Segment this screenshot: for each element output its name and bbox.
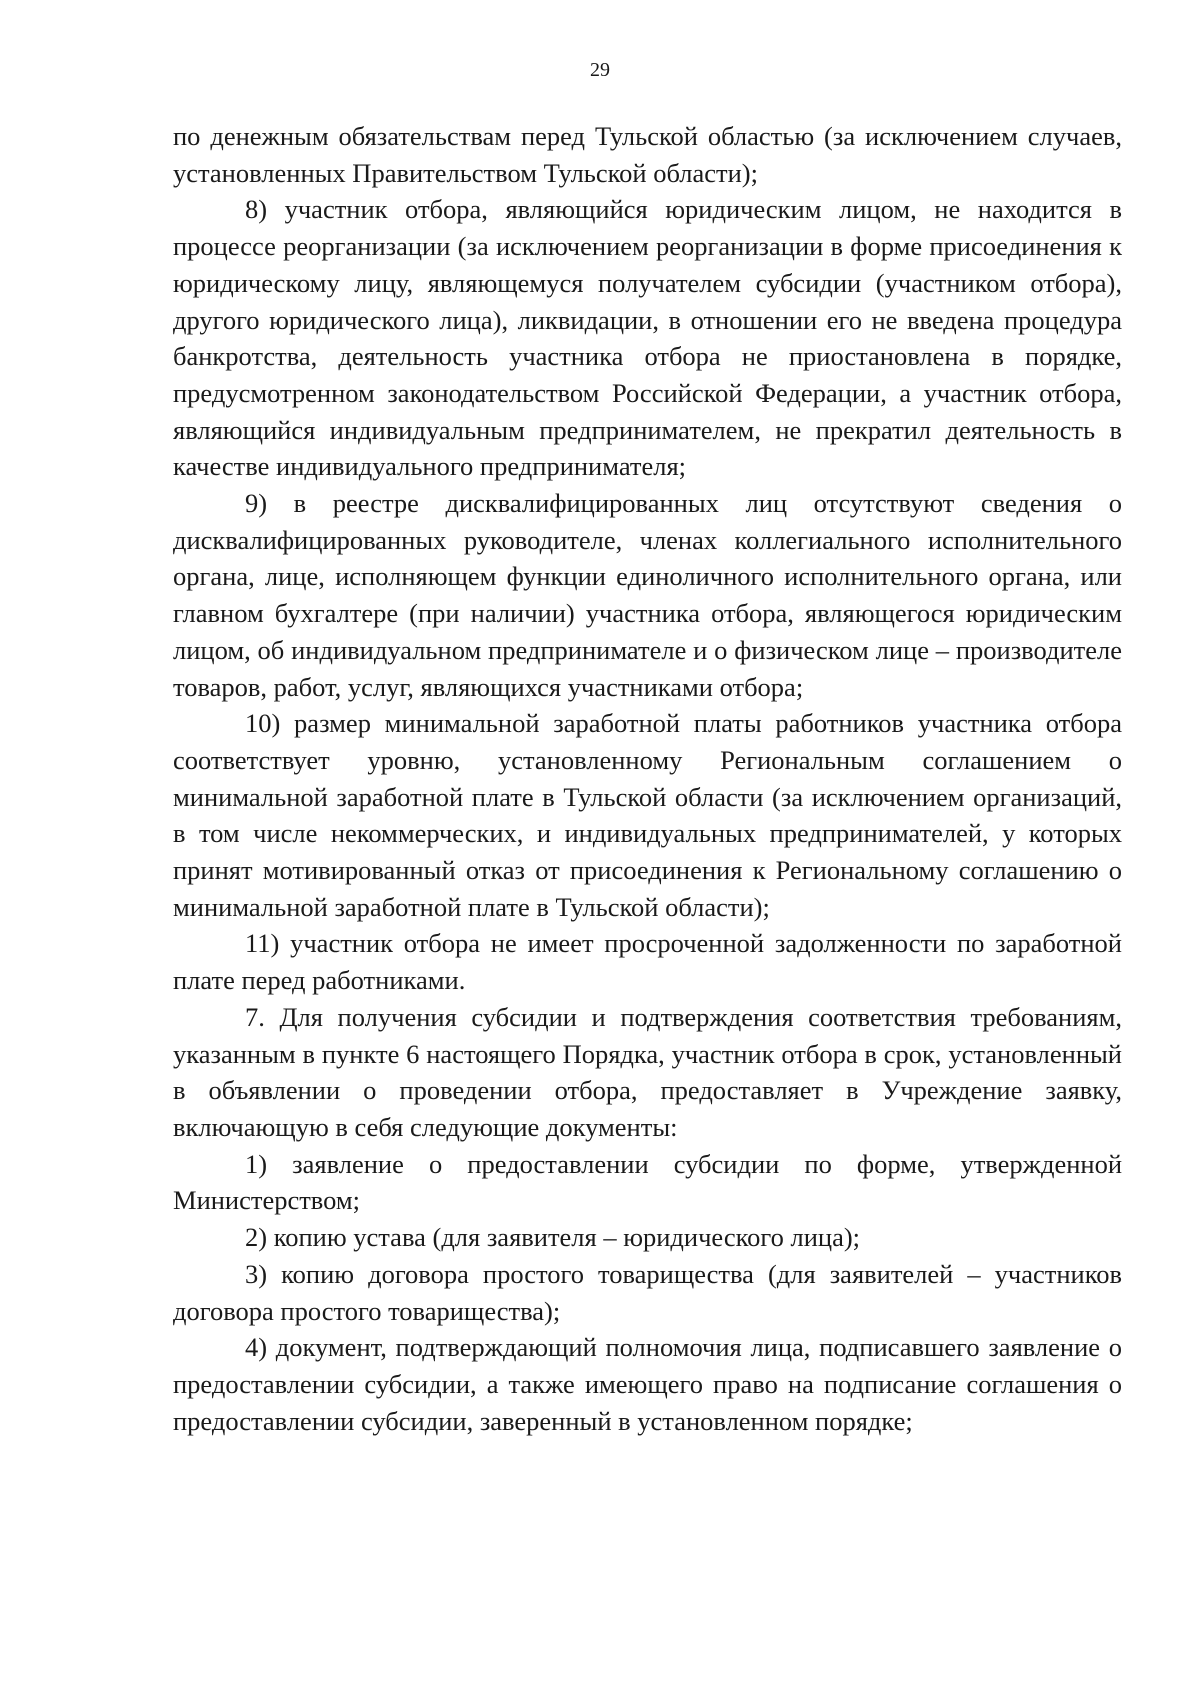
paragraph-doc-4: 4) документ, подтверждающий полномочия лица, подписавшего заявление о предоставлении субсидии, а также имеющего право на подписание соглашения о предоставлении субсидии, заверенный в установленном порядке; (173, 1332, 1122, 1436)
paragraph-continuation-tax-debt: по денежным обязательствам перед Тульской областью (за исключением случаев, установленных Правительством Тульской области); (173, 121, 1122, 188)
paragraph-doc-3: 3) копию договора простого товарищества (для заявителей – участников договора простого товарищества); (173, 1258, 1122, 1326)
paragraph-doc-2: 2) копию устава (для заявителя – юридического лица); (245, 1222, 861, 1253)
document-body (173, 118, 1122, 1439)
paragraph-item-10: 10) размер минимальной заработной платы работников участника отбора соответствует уровню, установленному Региональным соглашением о минимальной заработной плате в Тульской области (за исключением организаций, в том числе некоммерческих, и индивидуальных предпринимателей, у которых принят мотивированный отказ от присоединения к Региональному соглашению о минимальной заработной плате в Тульской области); (173, 708, 1122, 922)
paragraph-clause-7: 7. Для получения субсидии и подтверждения соответствия требованиям, указанным в пункте 6 настоящего Порядка, участник отбора в срок, установленный в объявлении о проведении отбора, предоставляет в Учреждение заявку, включающую в себя следующие документы: (173, 1001, 1122, 1142)
page-number: 29 (590, 59, 610, 81)
paragraph-item-8: 8) участник отбора, являющийся юридическим лицом, не находится в процессе реорганизации (за исключением реорганизации в форме присоединения к юридическому лицу, являющемуся получателем субсидии (участником отбора), другого юридического лица), ликвидации, в отношении его не введена процедура банкротства, деятельность участника отбора не приостановлена в порядке, предусмотренном законодательством Российской Федерации, а участник отбора, являющийся индивидуальным предпринимателем, не прекратил деятельность в качестве индивидуального предпринимателя; (173, 194, 1122, 482)
paragraph-item-11: 11) участник отбора не имеет просроченной задолженности по заработной плате перед работниками. (173, 928, 1122, 996)
paragraph-doc-1: 1) заявление о предоставлении субсидии по форме, утвержденной Министерством; (173, 1148, 1122, 1216)
paragraph-item-9: 9) в реестре дисквалифицированных лиц отсутствуют сведения о дисквалифицированных руководителе, членах коллегиального исполнительного органа, лице, исполняющем функции единоличного исполнительного органа, или главном бухгалтере (при наличии) участника отбора, являющегося юридическим лицом, об индивидуальном предпринимателе и о физическом лице – производителе товаров, работ, услуг, являющихся участниками отбора; (173, 488, 1122, 702)
